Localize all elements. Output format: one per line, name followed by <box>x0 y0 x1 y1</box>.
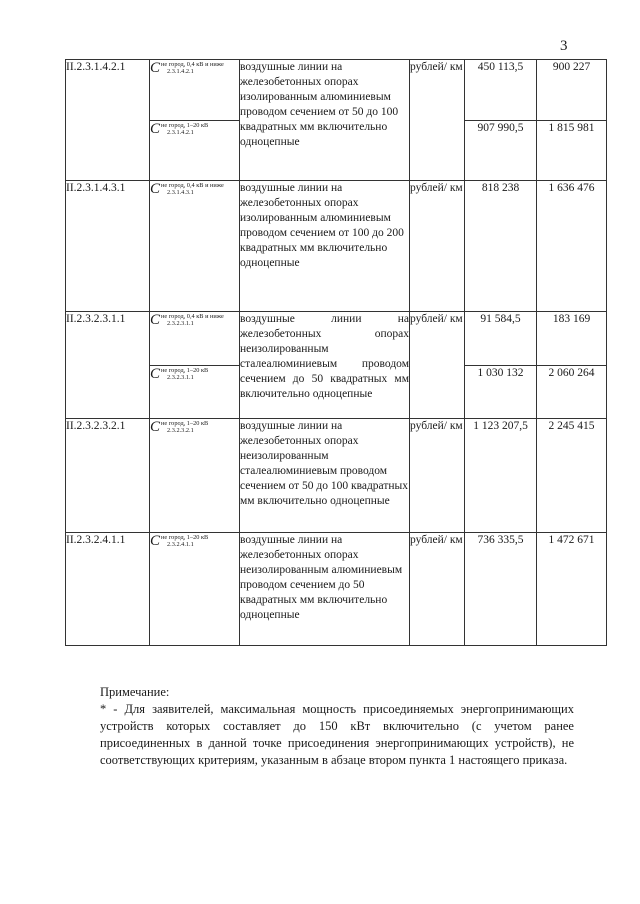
row-code: II.2.3.2.3.2.1 <box>66 419 150 533</box>
rate-symbol: C не город, 1–20 кВ 2.3.1.4.2.1 <box>150 120 240 181</box>
tariff-table <box>65 59 607 646</box>
page-number: 3 <box>560 38 568 54</box>
row-description: воздушные линии на железобетонных опорах неизолированным сталеалюминиевым проводом сечением от 50 до 100 квадратных мм включительно одноцепные <box>240 419 410 533</box>
row-unit: рублей/ км <box>410 419 465 533</box>
row-code: II.2.3.1.4.2.1 <box>66 60 150 181</box>
rate-value: 818 238 <box>465 181 537 312</box>
rate-value: 450 113,5 <box>465 60 537 121</box>
rate-symbol: C не город, 1–20 кВ 2.3.2.3.2.1 <box>150 419 240 533</box>
row-unit: рублей/ км <box>410 60 465 181</box>
rate-value-doubled: 900 227 <box>537 60 607 121</box>
rate-value: 91 584,5 <box>465 312 537 366</box>
footnote-title: Примечание: <box>100 685 170 699</box>
rate-symbol: C не город, 0,4 кВ и ниже 2.3.2.3.1.1 <box>150 312 240 366</box>
row-description: воздушные линии на железобетонных опорах изолированным алюминиевым проводом сечением от 50 до 100 квадратных мм включительно одноцепные <box>240 60 410 181</box>
rate-value-doubled: 183 169 <box>537 312 607 366</box>
table-row <box>66 60 607 121</box>
row-code: II.2.3.2.4.1.1 <box>66 533 150 646</box>
rate-symbol: C не город, 1–20 кВ 2.3.2.4.1.1 <box>150 533 240 646</box>
rate-value: 1 030 132 <box>465 365 537 419</box>
rate-value-doubled: 2 245 415 <box>537 419 607 533</box>
rate-value: 736 335,5 <box>465 533 537 646</box>
row-unit: рублей/ км <box>410 181 465 312</box>
row-code: II.2.3.2.3.1.1 <box>66 312 150 419</box>
row-unit: рублей/ км <box>410 312 465 419</box>
table-row <box>66 312 607 366</box>
table-row <box>66 181 607 312</box>
row-description: воздушные линии на железобетонных опорах неизолированным алюминиевым проводом сечением до 50 квадратных мм включительно одноцепные <box>240 533 410 646</box>
rate-value-doubled: 1 472 671 <box>537 533 607 646</box>
rate-value-doubled: 1 815 981 <box>537 120 607 181</box>
row-description: воздушные линии на железобетонных опорах неизолированным сталеалюминиевым проводом сечением до 50 квадратных мм включительно одноцепные <box>240 312 410 419</box>
table-row <box>66 419 607 533</box>
row-unit: рублей/ км <box>410 533 465 646</box>
row-description: воздушные линии на железобетонных опорах изолированным алюминиевым проводом сечением от 100 до 200 квадратных мм включительно одноцепные <box>240 181 410 312</box>
rate-symbol: C не город, 0,4 кВ и ниже 2.3.1.4.2.1 <box>150 60 240 121</box>
rate-value-doubled: 1 636 476 <box>537 181 607 312</box>
rate-symbol: C не город, 0,4 кВ и ниже 2.3.1.4.3.1 <box>150 181 240 312</box>
rate-value-doubled: 2 060 264 <box>537 365 607 419</box>
rate-value: 907 990,5 <box>465 120 537 181</box>
table-row <box>66 533 607 646</box>
footnote-text: * - Для заявителей, максимальная мощность присоединяемых энергопринимающих устройств которых составляет до 150 кВт включительно (с учетом ранее присоединенных в данной точке присоединения энергопринимающих устройств), не соответствующих критериям, указанным в абзаце втором пункта 1 настоящего приказа. <box>100 702 574 767</box>
row-code: II.2.3.1.4.3.1 <box>66 181 150 312</box>
rate-value: 1 123 207,5 <box>465 419 537 533</box>
footnote <box>100 684 574 769</box>
rate-symbol: C не город, 1–20 кВ 2.3.2.3.1.1 <box>150 365 240 419</box>
